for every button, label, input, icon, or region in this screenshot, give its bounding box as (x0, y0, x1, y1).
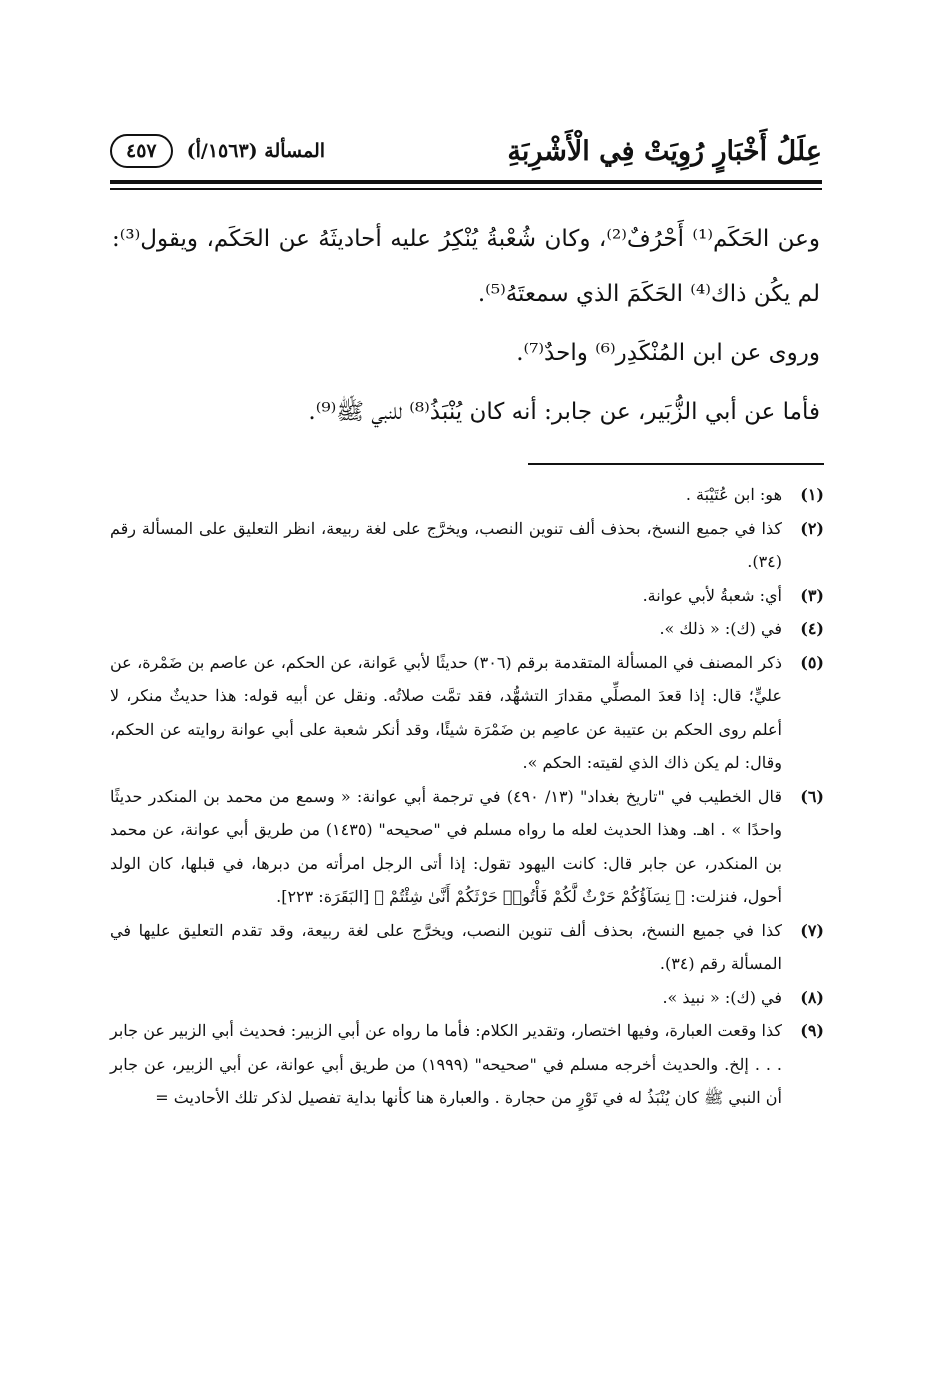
footnote-text: كذا وقعت العبارة، وفيها اختصار، وتقدير الكلام: فأما ما رواه عن أبي الزبير: فحديث أبي الزبير عن جابر . . . إلخ. والحديث أخرجه مسلم في "صحيحه" (١٩٩٩) من طريق أبي عوانة، عن أبي الزبير، عن جابر أن النبي ﷺ كان يُنْبَذُ له في تَوْرٍ من حجارة . والعبارة هنا كأنها بداية تفصيل لذكر تلك الأحاديث = (110, 1021, 783, 1107)
footnote-text: في (ك): « ذلك ». (659, 619, 782, 638)
issue-label: المسألة (١٥٦٣/أ) (186, 140, 326, 162)
main-paragraph: وعن الحَكَم⁽¹⁾ أَحْرُفٌ⁽²⁾، وكان شُعْبةُ يُنْكِرُ عليه أحاديثَهُ عن الحَكَم، ويقول⁽³⁾: لم يكُن ذاك⁽⁴⁾ الحَكَمَ الذي سمعتَهُ⁽⁵⁾. (112, 226, 820, 307)
main-text (112, 212, 820, 444)
footnote-separator (528, 463, 824, 465)
footnote (110, 914, 824, 981)
footnote-number: (٧) (800, 920, 824, 940)
footnote (110, 478, 824, 512)
footnote-number: (٨) (800, 987, 824, 1007)
footnote-text: أي: شعبةُ لأبي عوانة. (642, 585, 782, 605)
footnote-number: (٣) (800, 585, 824, 605)
footnote (110, 612, 824, 646)
footnote (110, 512, 824, 579)
footnote-text: ذكر المصنف في المسألة المتقدمة برقم (٣٠٦) حديثًا لأبي عَوانة، عن الحكم، عن عاصم بن ضَمْرة، عن عليٍّ؛ قال: إذا قعدَ المصلِّي مقدارَ التشهُّد، فقد تمَّت صلاتُه. ونقل عن أبيه قوله: هذا حديثٌ منكر، لا أعلم روى الحكم بن عتيبة عن عاصِم بن ضَمْرَة شيئًا، وقد أنكر شعبة على أبي عوانة روايته عن الحكم، وقال: لم يكن ذاك الذي لقيته: الحكم ». (110, 652, 783, 772)
footnote-number: (٤) (800, 619, 824, 638)
footnote-text: قال الخطيب في "تاريخ بغداد" (١٣/ ٤٩٠) في ترجمة أبي عوانة: « وسمع من محمد بن المنكدر حديثًا واحدًا » . اهـ. وهذا الحديث لعله ما رواه مسلم في "صحيحه" (١٤٣٥) من طريق أبي عوانة، عن محمد بن المنكدر، عن جابر قال: كانت اليهود تقول: إذا أتى الرجل امرأته من دبرها، في قبلها، كان الولد أحول، فنزلت: ﴿ نِسَآؤُكُمْ حَرْثٌ لَّكُمْ فَأْتُوا۟ حَرْثَكُمْ أَنَّىٰ شِئْتُمْ ﴾ [البَقَرَة: ٢٢٣]. (110, 786, 783, 906)
main-paragraph: فأما عن أبي الزُّبَير، عن جابر: أنه كان يُنْبَذُ⁽⁸⁾ للنبي ﷺ⁽⁹⁾. (308, 399, 820, 425)
header-rule-thin (110, 188, 822, 190)
footnote (110, 646, 824, 780)
footnote-number: (٩) (800, 1021, 824, 1040)
main-paragraph: وروى عن ابن المُنْكَدِر⁽⁶⁾ واحدٌ⁽⁷⁾. (516, 340, 820, 366)
footnote-number: (٥) (800, 652, 824, 672)
footnote-text: هو: ابن عُتَيْبَة . (685, 485, 782, 504)
page-number-badge: ٤٥٧ (110, 134, 173, 168)
footnote (110, 780, 824, 914)
header-meta (110, 134, 325, 168)
book-title: عِلَلُ أَخْبَارٍ رُوِيَتْ فِي الْأَشْرِبَةِ (507, 135, 822, 167)
footnote-number: (١) (800, 485, 824, 504)
footnotes (110, 478, 824, 1115)
footnote-text: كذا في جميع النسخ، بحذف ألف تنوين النصب، ويخرَّج على لغة ربيعة، وقد تقدم التعليق عليها في المسألة رقم (٣٤). (110, 920, 782, 973)
page-header (110, 128, 822, 174)
footnote-text: كذا في جميع النسخ، بحذف ألف تنوين النصب، ويخرَّج على لغة ربيعة، انظر التعليق على المسألة رقم (٣٤). (110, 518, 782, 571)
footnote (110, 981, 824, 1015)
footnote (110, 1014, 824, 1115)
header-rule-thick (110, 180, 822, 184)
footnote-number: (٦) (800, 786, 824, 806)
footnote-number: (٢) (800, 518, 824, 538)
footnote-text: في (ك): « نبيذ ». (662, 987, 782, 1007)
footnote (110, 579, 824, 613)
